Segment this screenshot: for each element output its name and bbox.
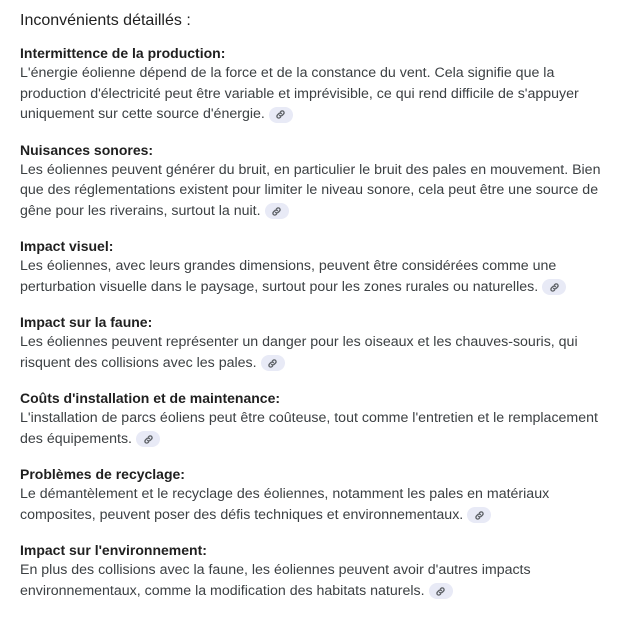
- item-text: L'énergie éolienne dépend de la force et de la constance du vent. Cela signifie que la production d'électricité peut être variable et imprévisible, ce qui rend difficile de s'appuyer uniquement sur cette source d'énergie.: [20, 65, 579, 122]
- list-item: [20, 43, 607, 125]
- source-link-button[interactable]: [265, 203, 289, 219]
- source-link-button[interactable]: [136, 431, 160, 447]
- item-text: Les éoliennes peuvent représenter un danger pour les oiseaux et les chauves-souris, qui risquent des collisions avec les pales.: [20, 334, 578, 371]
- section-heading: Inconvénients détaillés :: [20, 12, 191, 29]
- item-title: Problèmes de recyclage:: [20, 466, 185, 482]
- link-icon: [271, 206, 282, 217]
- item-title: Impact sur l'environnement:: [20, 542, 207, 558]
- link-icon: [275, 109, 286, 120]
- item-text: Le démantèlement et le recyclage des éoliennes, notamment les pales en matériaux composites, peuvent poser des défis techniques et environnementaux.: [20, 486, 550, 523]
- source-link-button[interactable]: [467, 507, 491, 523]
- item-title: Intermittence de la production:: [20, 45, 226, 61]
- item-title: Nuisances sonores:: [20, 141, 154, 158]
- source-link-button[interactable]: [269, 107, 293, 123]
- list-item: [20, 388, 607, 449]
- source-link-button[interactable]: [429, 583, 453, 599]
- item-title: Coûts d'installation et de maintenance:: [20, 390, 281, 406]
- link-icon: [143, 434, 154, 445]
- item-text: Les éoliennes, avec leurs grandes dimensions, peuvent être considérées comme une perturbation visuelle dans le paysage, surtout pour les zones rurales ou naturelles.: [20, 256, 607, 297]
- list-item: [20, 236, 607, 297]
- item-title: Impact visuel:: [20, 238, 114, 254]
- list-item: [20, 540, 607, 601]
- source-link-button[interactable]: [261, 355, 285, 371]
- link-icon: [549, 282, 560, 293]
- list-item: [20, 140, 607, 222]
- item-title: Impact sur la faune:: [20, 314, 153, 330]
- list-item: [20, 464, 607, 525]
- item-text: L'installation de parcs éoliens peut être coûteuse, tout comme l'entretien et le remplacement des équipements.: [20, 410, 598, 447]
- link-icon: [474, 510, 485, 521]
- link-icon: [267, 358, 278, 369]
- item-text: En plus des collisions avec la faune, les éoliennes peuvent avoir d'autres impacts environnementaux, comme la modification des habitats naturels.: [20, 562, 531, 599]
- source-link-button[interactable]: [542, 279, 566, 295]
- link-icon: [435, 586, 446, 597]
- item-text: Les éoliennes peuvent générer du bruit, en particulier le bruit des pales en mouvement. Bien que des réglementations existent pour limiter le niveau sonore, cela peut être une source de gêne pour les riverains, surtout la nuit.: [20, 161, 601, 219]
- list-item: [20, 312, 607, 373]
